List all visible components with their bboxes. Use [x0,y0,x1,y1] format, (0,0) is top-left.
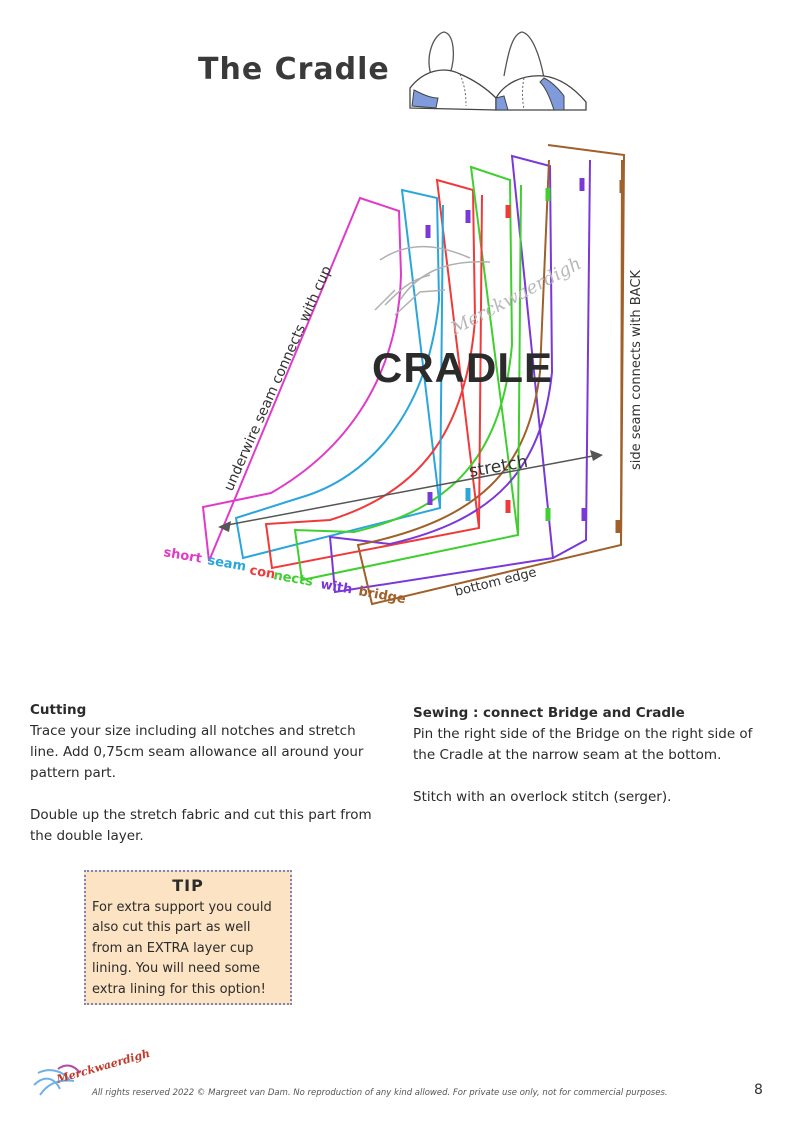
bra-illustration [404,26,594,116]
watermark-text: Merckwaerdigh [447,253,585,340]
stretch-label: stretch [467,451,530,482]
tip-box [84,870,292,1005]
tip-text: For extra support you could also cut this part as well from an EXTRA layer cup lining. You will need some extra lining for this option! [92,899,272,997]
stretch-arrow-head-right [590,450,603,461]
short-seam-word: with [319,577,354,598]
underwire-seam-label: underwire seam connects with cup [221,263,336,494]
bottom-edge-label: bottom edge [453,565,539,600]
size-inner-line-5 [621,160,622,545]
sewing-heading: Sewing : connect Bridge and Cradle [413,705,685,721]
short-seam-word: short [162,545,203,567]
short-seam-word: nects [272,568,315,590]
cutting-paragraph-2: Double up the stretch fabric and cut this part from the double layer. [30,807,372,844]
cradle-main-label: CRADLE [372,344,553,391]
sewing-paragraph-1: Pin the right side of the Bridge on the right side of the Cradle at the narrow seam at the bottom. [413,726,753,763]
page-title: The Cradle [198,52,390,87]
cradle-pattern-diagram [0,130,794,630]
sewing-section [413,703,773,829]
side-seam-label: side seam connects with BACK [629,270,644,470]
short-seam-word: bridge [357,584,407,608]
short-seam-word: seam [206,553,248,575]
logo-text: Merckwaerdigh [55,1046,152,1086]
cutting-section [30,700,380,868]
tip-title: TIP [172,876,204,895]
sewing-paragraph-2: Stitch with an overlock stitch (serger). [413,789,672,805]
cutting-heading: Cutting [30,702,87,718]
short-seam-word: con [248,563,277,583]
copyright-text: All rights reserved 2022 © Margreet van Dam. No reproduction of any kind allowed. For private use only, not for commercial purposes. [92,1088,668,1098]
short-seam-label [162,545,407,607]
size-inner-line-4 [553,160,590,558]
watermark-bird [375,247,490,315]
cutting-paragraph-1: Trace your size including all notches and stretch line. Add 0,75cm seam allowance all around your pattern part. [30,723,364,781]
page-number: 8 [754,1082,763,1098]
